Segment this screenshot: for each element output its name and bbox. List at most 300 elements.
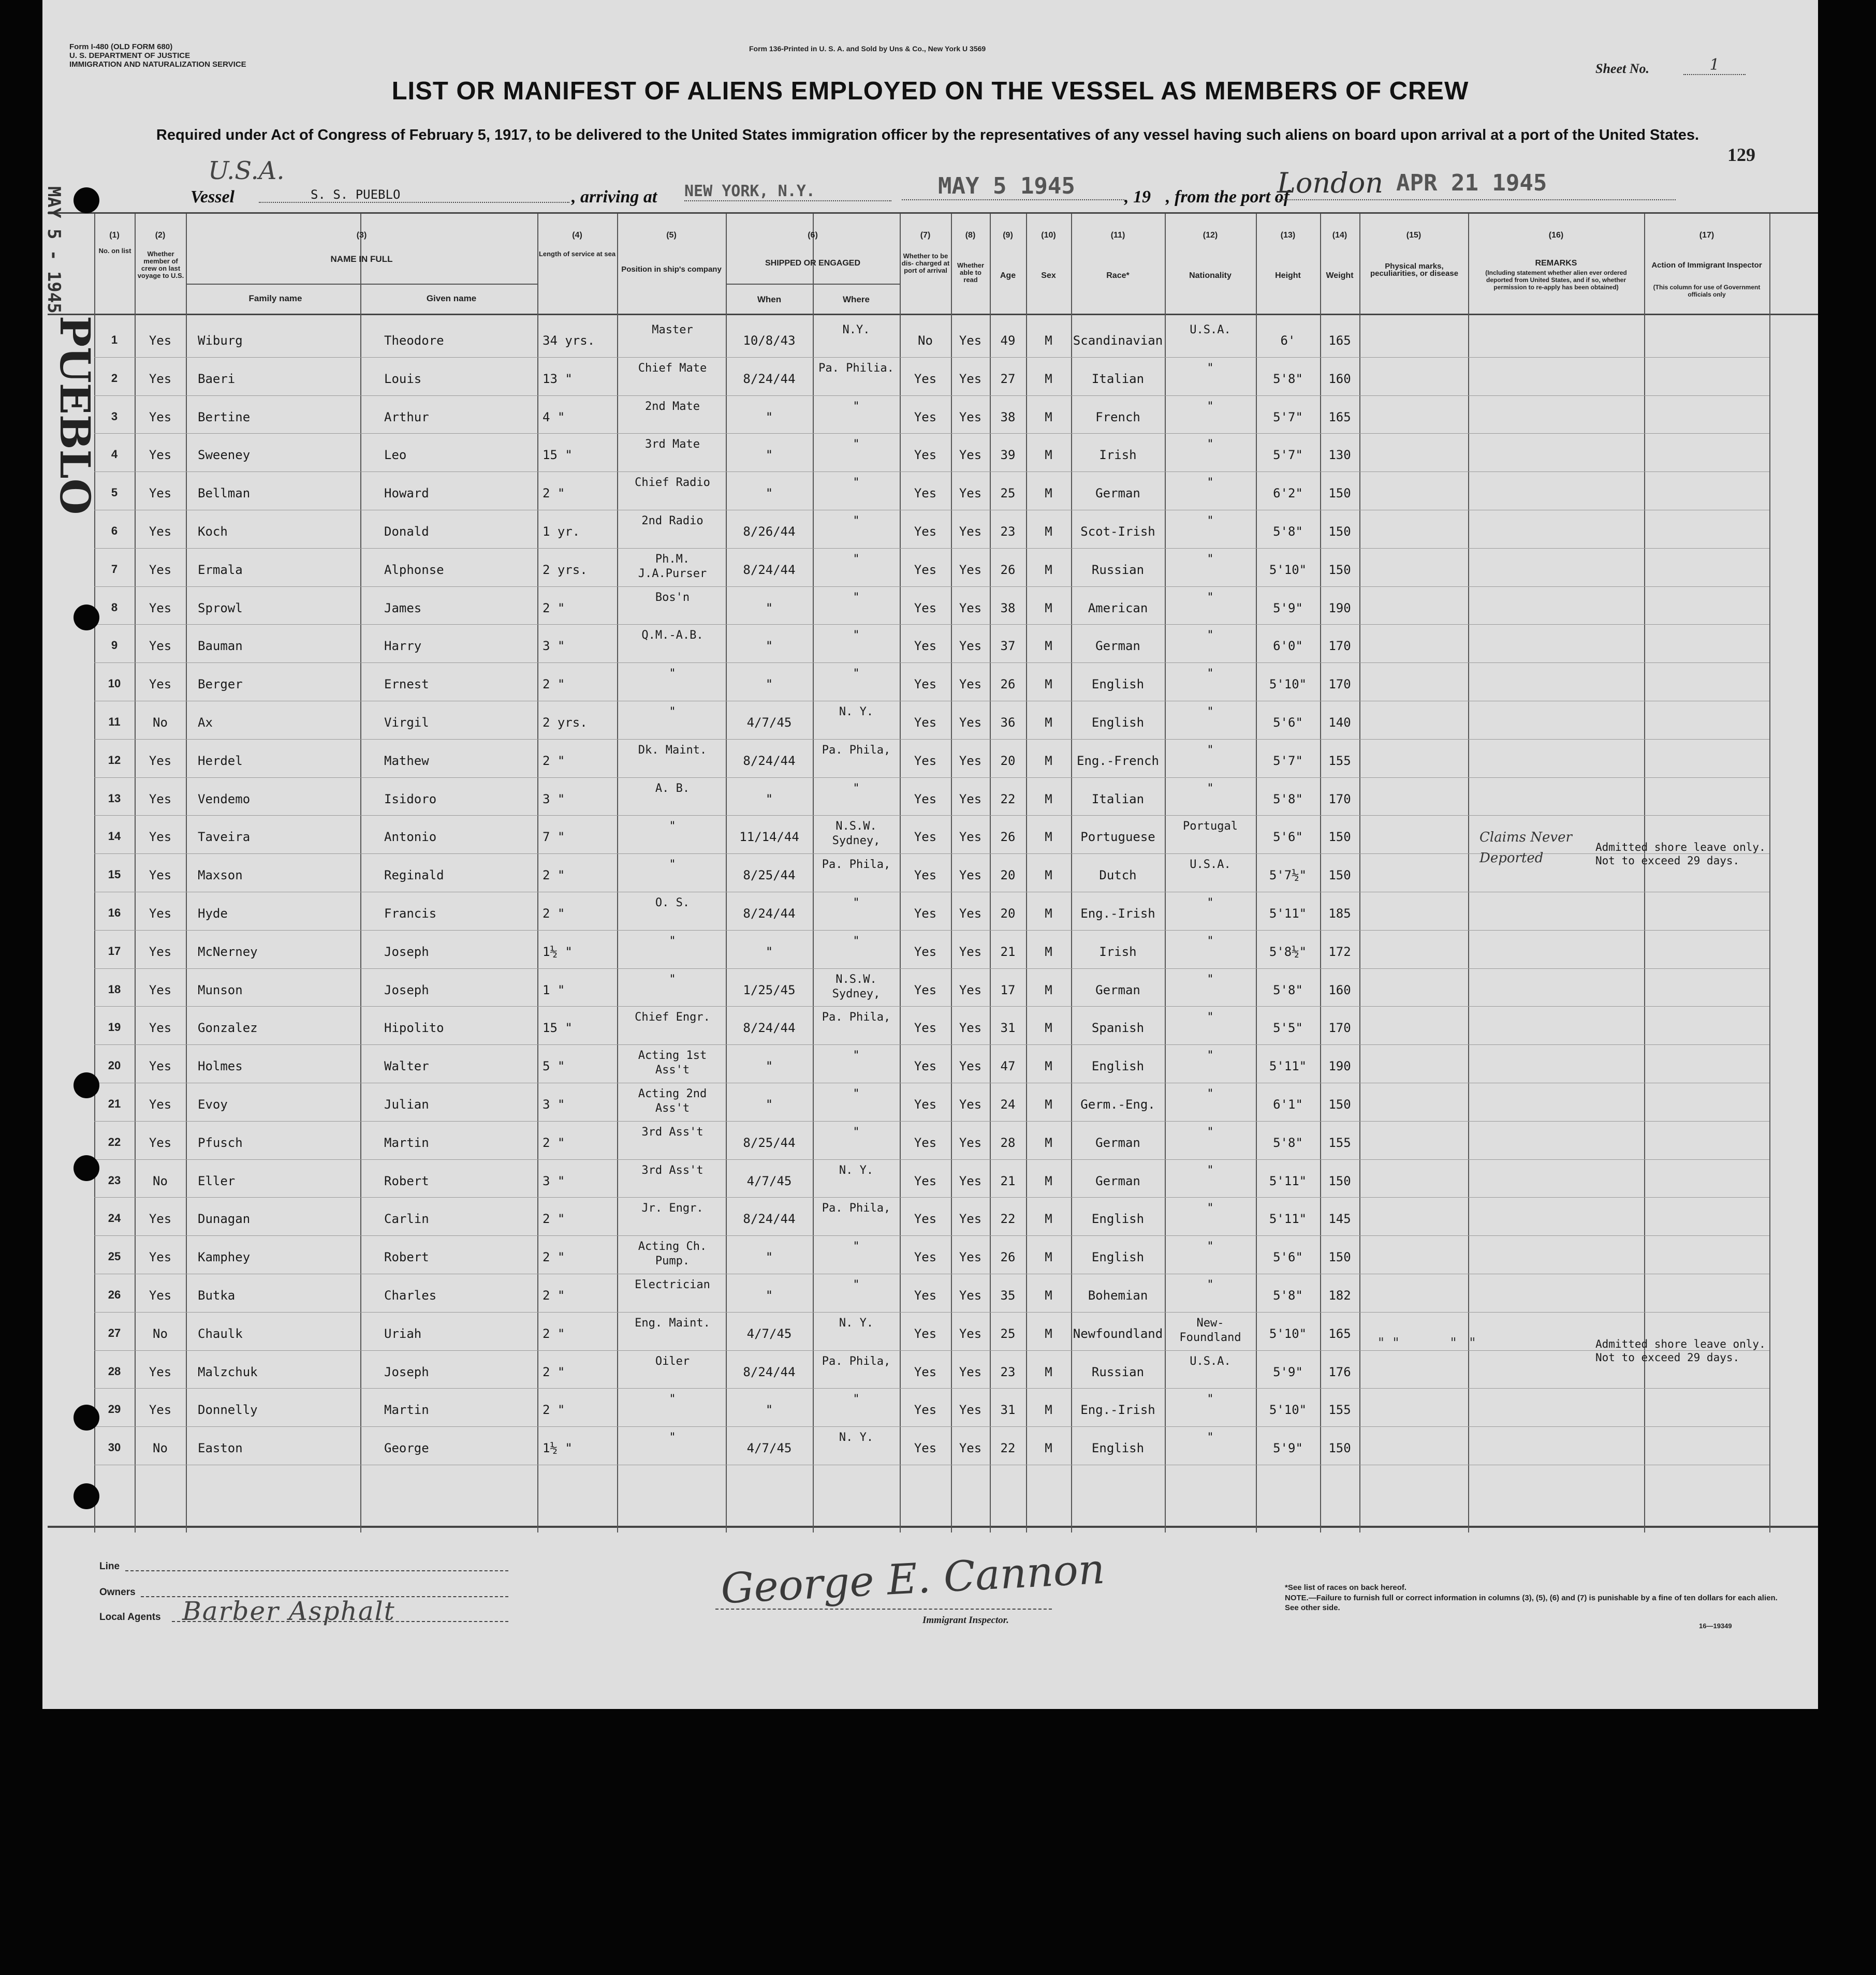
cell-where: N. Y. bbox=[839, 1431, 874, 1445]
cell-when: 4/7/45 bbox=[746, 1173, 792, 1188]
table-row bbox=[42, 1007, 1818, 1045]
row-number: 21 bbox=[108, 1097, 121, 1110]
cell-sex: M bbox=[1045, 1364, 1052, 1379]
cell-weight: 165 bbox=[1328, 409, 1351, 424]
cell-service-length: 4 " bbox=[543, 409, 565, 424]
cell-discharged: Yes bbox=[914, 1250, 937, 1265]
cell-last-voyage: Yes bbox=[149, 1250, 172, 1265]
cell-sex: M bbox=[1045, 1212, 1052, 1227]
cell-family-name: Holmes bbox=[198, 1059, 243, 1074]
races-note: *See list of races on back hereof. bbox=[1285, 1583, 1407, 1592]
manifest-title: LIST OR MANIFEST OF ALIENS EMPLOYED ON THE VESSEL AS MEMBERS OF CREW bbox=[391, 77, 1469, 105]
cell-age: 28 bbox=[1000, 1135, 1016, 1150]
cell-age: 21 bbox=[1000, 1173, 1016, 1188]
cell-last-voyage: Yes bbox=[149, 868, 172, 883]
cell-nationality: " bbox=[1207, 782, 1214, 795]
cell-when: " bbox=[765, 448, 773, 463]
cell-discharged: Yes bbox=[914, 1364, 937, 1379]
cell-able-to-read: Yes bbox=[959, 333, 982, 348]
cell-weight: 185 bbox=[1328, 906, 1351, 921]
cell-given-name: Hipolito bbox=[384, 1021, 444, 1036]
cell-sex: M bbox=[1045, 1097, 1052, 1112]
cell-able-to-read: Yes bbox=[959, 562, 982, 577]
cell-sex: M bbox=[1045, 409, 1052, 424]
cell-given-name: Louis bbox=[384, 371, 422, 386]
cell-able-to-read: Yes bbox=[959, 944, 982, 959]
cell-race: English bbox=[1091, 1059, 1145, 1074]
row-number: 11 bbox=[108, 715, 121, 728]
cell-race: Germ.-Eng. bbox=[1080, 1097, 1155, 1112]
column-number: (11) bbox=[1110, 231, 1125, 240]
cell-sex: M bbox=[1045, 1059, 1052, 1074]
col-remarks-note: (Including statement whether alien ever ordered deported from United States, and if so, whether permission to re-apply has been obtained) bbox=[1485, 269, 1627, 291]
footer-line-label: Line bbox=[99, 1561, 120, 1572]
column-number: (14) bbox=[1332, 231, 1347, 240]
cell-last-voyage: Yes bbox=[149, 830, 172, 845]
cell-age: 35 bbox=[1000, 1288, 1016, 1303]
cell-nationality: " bbox=[1207, 934, 1214, 948]
cell-service-length: 15 " bbox=[543, 1021, 573, 1036]
col-weight: Weight bbox=[1326, 271, 1354, 280]
row-number: 4 bbox=[111, 448, 118, 461]
cell-service-length: 13 " bbox=[543, 371, 573, 386]
cell-race: German bbox=[1095, 1173, 1140, 1188]
cell-age: 31 bbox=[1000, 1021, 1016, 1036]
row-number: 25 bbox=[108, 1250, 121, 1263]
cell-service-length: 7 " bbox=[543, 830, 565, 845]
cell-race: Eng.-Irish bbox=[1080, 1403, 1155, 1418]
cell-height: 5'5" bbox=[1273, 1021, 1303, 1036]
cell-where: N. Y. bbox=[839, 705, 874, 718]
table-top-rule bbox=[48, 212, 1818, 214]
binding-hole bbox=[74, 1155, 99, 1181]
cell-when: " bbox=[765, 1097, 773, 1112]
cell-given-name: Uriah bbox=[384, 1326, 422, 1341]
cell-family-name: Koch bbox=[198, 524, 228, 539]
row-number: 5 bbox=[111, 486, 118, 499]
cell-age: 38 bbox=[1000, 409, 1016, 424]
cell-when: 8/24/44 bbox=[743, 1212, 796, 1227]
cell-given-name: Carlin bbox=[384, 1212, 429, 1227]
cell-nationality: " bbox=[1207, 514, 1214, 527]
cell-last-voyage: No bbox=[153, 1173, 168, 1188]
cell-sex: M bbox=[1045, 1441, 1052, 1456]
row-number: 13 bbox=[108, 791, 121, 805]
binding-hole bbox=[74, 605, 99, 630]
cell-where: N.S.W. Sydney, bbox=[832, 820, 881, 848]
row-number: 20 bbox=[108, 1059, 121, 1072]
cell-service-length: 2 " bbox=[543, 868, 565, 883]
cell-position: 3rd Ass't bbox=[641, 1163, 704, 1177]
cell-weight: 160 bbox=[1328, 982, 1351, 997]
cell-last-voyage: Yes bbox=[149, 639, 172, 654]
column-number: (7) bbox=[920, 231, 931, 240]
cell-when: 11/14/44 bbox=[739, 830, 799, 845]
arriving-port: NEW YORK, N.Y. bbox=[684, 182, 891, 201]
cell-service-length: 2 " bbox=[543, 600, 565, 615]
cell-age: 20 bbox=[1000, 753, 1016, 768]
cell-able-to-read: Yes bbox=[959, 371, 982, 386]
cell-able-to-read: Yes bbox=[959, 1288, 982, 1303]
vessel-name: S. S. PUEBLO bbox=[259, 187, 569, 203]
cell-last-voyage: Yes bbox=[149, 944, 172, 959]
cell-discharged: Yes bbox=[914, 639, 937, 654]
cell-position: Jr. Engr. bbox=[641, 1202, 704, 1215]
cell-discharged: Yes bbox=[914, 830, 937, 845]
cell-age: 17 bbox=[1000, 982, 1016, 997]
col-action-note: (This column for use of Government officials only bbox=[1653, 284, 1761, 298]
col-sex: Sex bbox=[1041, 271, 1056, 280]
column-number: (10) bbox=[1041, 231, 1056, 240]
table-row bbox=[42, 1122, 1818, 1160]
cell-age: 26 bbox=[1000, 830, 1016, 845]
row-number: 18 bbox=[108, 982, 121, 996]
cell-service-length: 1 " bbox=[543, 982, 565, 997]
cell-position: " bbox=[669, 1393, 676, 1406]
inspector-signature: George E. Cannon bbox=[720, 1544, 1106, 1613]
cell-height: 5'7" bbox=[1273, 753, 1303, 768]
cell-age: 31 bbox=[1000, 1403, 1016, 1418]
table-row bbox=[42, 1313, 1818, 1351]
column-number: (3) bbox=[356, 231, 367, 240]
cell-weight: 155 bbox=[1328, 1403, 1351, 1418]
cell-able-to-read: Yes bbox=[959, 1097, 982, 1112]
cell-age: 22 bbox=[1000, 791, 1016, 806]
cell-last-voyage: Yes bbox=[149, 333, 172, 348]
binding-hole bbox=[74, 1405, 99, 1431]
cell-position: Electrician bbox=[635, 1278, 710, 1291]
cell-sex: M bbox=[1045, 1326, 1052, 1341]
arrival-date-stamp: MAY 5 1945 bbox=[902, 173, 1124, 200]
cell-position: Oiler bbox=[655, 1354, 690, 1368]
manifest-sheet bbox=[42, 0, 1818, 1709]
row-number: 15 bbox=[108, 868, 121, 881]
cell-age: 47 bbox=[1000, 1059, 1016, 1074]
cell-weight: 165 bbox=[1328, 1326, 1351, 1341]
cell-race: English bbox=[1091, 715, 1145, 730]
table-row bbox=[42, 1351, 1818, 1390]
cell-nationality: " bbox=[1207, 476, 1214, 490]
cell-position: Q.M.-A.B. bbox=[641, 629, 704, 642]
cell-weight: 170 bbox=[1328, 677, 1351, 692]
cell-position: O. S. bbox=[655, 896, 690, 909]
flag-handwritten: U.S.A. bbox=[208, 156, 285, 185]
table-row bbox=[42, 1236, 1818, 1275]
row-number: 22 bbox=[108, 1135, 121, 1148]
cell-where: " bbox=[853, 934, 860, 948]
cell-position: Acting 2nd Ass't bbox=[638, 1087, 707, 1115]
cell-last-voyage: Yes bbox=[149, 1021, 172, 1036]
cell-when: 4/7/45 bbox=[746, 1326, 792, 1341]
table-row bbox=[42, 969, 1818, 1008]
cell-race: Russian bbox=[1091, 562, 1145, 577]
table-row bbox=[42, 358, 1818, 396]
cell-last-voyage: No bbox=[153, 715, 168, 730]
cell-discharged: Yes bbox=[914, 1021, 937, 1036]
column-number: (15) bbox=[1406, 231, 1421, 240]
cell-race: German bbox=[1095, 982, 1140, 997]
cell-when: 8/24/44 bbox=[743, 906, 796, 921]
column-number: (6) bbox=[808, 231, 818, 240]
table-row bbox=[42, 473, 1818, 511]
cell-family-name: Taveira bbox=[198, 830, 251, 845]
cell-service-length: 2 " bbox=[543, 1135, 565, 1150]
cell-position: Chief Engr. bbox=[635, 1011, 710, 1024]
cell-able-to-read: Yes bbox=[959, 868, 982, 883]
cell-where: " bbox=[853, 782, 860, 795]
cell-height: 5'11" bbox=[1269, 1173, 1307, 1188]
cell-last-voyage: Yes bbox=[149, 486, 172, 501]
cell-race: Dutch bbox=[1099, 868, 1137, 883]
cell-position: Bos'n bbox=[655, 591, 690, 604]
cell-where: Pa. Philia. bbox=[818, 361, 894, 375]
table-row bbox=[42, 664, 1818, 702]
cell-family-name: Sprowl bbox=[198, 600, 243, 615]
cell-nationality: " bbox=[1207, 552, 1214, 566]
cell-weight: 170 bbox=[1328, 639, 1351, 654]
cell-where: Pa. Phila, bbox=[822, 858, 891, 872]
cell-position: Ph.M. J.A.Purser bbox=[638, 552, 707, 580]
cell-family-name: Baeri bbox=[198, 371, 236, 386]
cell-last-voyage: Yes bbox=[149, 906, 172, 921]
name-subheader-rule bbox=[186, 284, 537, 285]
cell-where: " bbox=[853, 438, 860, 451]
cell-race: Irish bbox=[1099, 944, 1137, 959]
cell-family-name: Dunagan bbox=[198, 1212, 251, 1227]
cell-race: Scandinavian bbox=[1073, 333, 1163, 348]
cell-able-to-read: Yes bbox=[959, 715, 982, 730]
cell-given-name: Isidoro bbox=[384, 791, 437, 806]
cell-able-to-read: Yes bbox=[959, 791, 982, 806]
cell-race: German bbox=[1095, 486, 1140, 501]
cell-when: " bbox=[765, 677, 773, 692]
table-row bbox=[42, 778, 1818, 817]
cell-position: 2nd Mate bbox=[645, 400, 700, 413]
form-id-block bbox=[69, 42, 287, 69]
cell-service-length: 1½ " bbox=[543, 1441, 573, 1456]
col-where: Where bbox=[843, 294, 870, 304]
cell-last-voyage: Yes bbox=[149, 753, 172, 768]
cell-when: " bbox=[765, 791, 773, 806]
cell-discharged: Yes bbox=[914, 600, 937, 615]
cell-service-length: 2 " bbox=[543, 486, 565, 501]
margin-vessel-handwritten: PUEBLO bbox=[51, 316, 99, 515]
cell-discharged: Yes bbox=[914, 753, 937, 768]
signature-rule bbox=[715, 1609, 1052, 1610]
cell-given-name: Antonio bbox=[384, 830, 437, 845]
cell-when: 8/24/44 bbox=[743, 1021, 796, 1036]
cell-height: 5'11" bbox=[1269, 1059, 1307, 1074]
row-number: 8 bbox=[111, 600, 118, 614]
cell-height: 5'8" bbox=[1273, 1135, 1303, 1150]
cell-weight: 155 bbox=[1328, 753, 1351, 768]
cell-where: " bbox=[853, 896, 860, 909]
table-row bbox=[42, 740, 1818, 778]
cell-able-to-read: Yes bbox=[959, 1212, 982, 1227]
cell-discharged: Yes bbox=[914, 982, 937, 997]
cell-given-name: Robert bbox=[384, 1173, 429, 1188]
cell-when: 8/24/44 bbox=[743, 753, 796, 768]
cell-given-name: Howard bbox=[384, 486, 429, 501]
cell-able-to-read: Yes bbox=[959, 982, 982, 997]
cell-family-name: Munson bbox=[198, 982, 243, 997]
cell-family-name: Bauman bbox=[198, 639, 243, 654]
cell-last-voyage: Yes bbox=[149, 562, 172, 577]
cell-service-length: 2 " bbox=[543, 1326, 565, 1341]
cell-age: 26 bbox=[1000, 562, 1016, 577]
row-number: 28 bbox=[108, 1364, 121, 1378]
cell-nationality: U.S.A. bbox=[1190, 1354, 1231, 1368]
cell-given-name: Robert bbox=[384, 1250, 429, 1265]
column-number: (8) bbox=[965, 231, 976, 240]
col-age: Age bbox=[1000, 271, 1016, 280]
cell-nationality: " bbox=[1207, 667, 1214, 681]
cell-last-voyage: Yes bbox=[149, 791, 172, 806]
footer-agents-label: Local Agents bbox=[99, 1612, 161, 1623]
col-shipped-or-engaged: SHIPPED OR ENGAGED bbox=[765, 259, 861, 268]
cell-discharged: Yes bbox=[914, 562, 937, 577]
cell-family-name: Eller bbox=[198, 1173, 236, 1188]
cell-nationality: " bbox=[1207, 400, 1214, 413]
cell-where: Pa. Phila, bbox=[822, 1011, 891, 1024]
column-number: (12) bbox=[1203, 231, 1218, 240]
inspector-label: Immigrant Inspector. bbox=[922, 1615, 1009, 1626]
cell-given-name: George bbox=[384, 1441, 429, 1456]
cell-age: 25 bbox=[1000, 486, 1016, 501]
sheet-label: Sheet No. bbox=[1595, 61, 1649, 76]
cell-where: " bbox=[853, 667, 860, 681]
table-row bbox=[42, 1160, 1818, 1199]
cell-last-voyage: Yes bbox=[149, 1097, 172, 1112]
cell-given-name: Martin bbox=[384, 1403, 429, 1418]
cell-height: 5'11" bbox=[1269, 1212, 1307, 1227]
cell-sex: M bbox=[1045, 1288, 1052, 1303]
cell-sex: M bbox=[1045, 333, 1052, 348]
cell-when: " bbox=[765, 409, 773, 424]
cell-position: Chief Mate bbox=[638, 361, 707, 375]
table-row bbox=[42, 320, 1818, 358]
cell-discharged: Yes bbox=[914, 1441, 937, 1456]
cell-service-length: 3 " bbox=[543, 639, 565, 654]
cell-sex: M bbox=[1045, 830, 1052, 845]
cell-discharged: Yes bbox=[914, 486, 937, 501]
cell-height: 5'8" bbox=[1273, 524, 1303, 539]
cell-able-to-read: Yes bbox=[959, 448, 982, 463]
cell-race: English bbox=[1091, 1250, 1145, 1265]
col-height: Height bbox=[1275, 271, 1301, 280]
cell-weight: 140 bbox=[1328, 715, 1351, 730]
cell-height: 5'8½" bbox=[1269, 944, 1307, 959]
col-position: Position in ship's company bbox=[621, 265, 722, 274]
cell-sex: M bbox=[1045, 868, 1052, 883]
cell-last-voyage: Yes bbox=[149, 677, 172, 692]
cell-last-voyage: Yes bbox=[149, 1403, 172, 1418]
column-number: (13) bbox=[1280, 231, 1296, 240]
cell-nationality: " bbox=[1207, 896, 1214, 909]
cell-where: " bbox=[853, 591, 860, 604]
table-row bbox=[42, 1275, 1818, 1313]
row-number: 24 bbox=[108, 1212, 121, 1225]
cell-able-to-read: Yes bbox=[959, 830, 982, 845]
cell-given-name: Alphonse bbox=[384, 562, 444, 577]
footer-line-rule bbox=[125, 1570, 508, 1571]
cell-sex: M bbox=[1045, 1135, 1052, 1150]
cell-nationality: U.S.A. bbox=[1190, 858, 1231, 872]
remark-admitted-shore-leave-14: Admitted shore leave only. Not to exceed 29 days. bbox=[1595, 841, 1766, 867]
cell-sex: M bbox=[1045, 1173, 1052, 1188]
cell-service-length: 3 " bbox=[543, 791, 565, 806]
cell-given-name: Julian bbox=[384, 1097, 429, 1112]
cell-nationality: " bbox=[1207, 1125, 1214, 1139]
cell-last-voyage: Yes bbox=[149, 1135, 172, 1150]
cell-service-length: 1 yr. bbox=[543, 524, 580, 539]
cell-able-to-read: Yes bbox=[959, 524, 982, 539]
cell-weight: 150 bbox=[1328, 1250, 1351, 1265]
cell-height: 5'10" bbox=[1269, 562, 1307, 577]
cell-nationality: " bbox=[1207, 591, 1214, 604]
cell-weight: 165 bbox=[1328, 333, 1351, 348]
column-number: (16) bbox=[1548, 231, 1564, 240]
cell-nationality: " bbox=[1207, 1278, 1214, 1291]
row-number: 14 bbox=[108, 830, 121, 843]
table-row bbox=[42, 625, 1818, 664]
row-number: 27 bbox=[108, 1326, 121, 1339]
cell-family-name: Vendemo bbox=[198, 791, 251, 806]
year-label: , 19 bbox=[1124, 187, 1151, 207]
cell-sex: M bbox=[1045, 1403, 1052, 1418]
cell-weight: 150 bbox=[1328, 486, 1351, 501]
cell-height: 5'7" bbox=[1273, 409, 1303, 424]
cell-position: " bbox=[669, 1431, 676, 1445]
cell-race: Irish bbox=[1099, 448, 1137, 463]
binding-hole bbox=[74, 1072, 99, 1098]
col-name-in-full: NAME IN FULL bbox=[330, 254, 393, 264]
cell-nationality: " bbox=[1207, 743, 1214, 757]
cell-able-to-read: Yes bbox=[959, 1364, 982, 1379]
cell-last-voyage: No bbox=[153, 1326, 168, 1341]
cell-nationality: " bbox=[1207, 438, 1214, 451]
cell-age: 23 bbox=[1000, 524, 1016, 539]
cell-height: 5'9" bbox=[1273, 1364, 1303, 1379]
cell-where: " bbox=[853, 1240, 860, 1254]
cell-sex: M bbox=[1045, 715, 1052, 730]
cell-able-to-read: Yes bbox=[959, 1326, 982, 1341]
col-no-on-list: No. on list bbox=[98, 247, 131, 255]
cell-given-name: Reginald bbox=[384, 868, 444, 883]
col-able-to-read: Whether able to read bbox=[957, 261, 984, 284]
vessel-label: Vessel bbox=[190, 187, 234, 207]
cell-nationality: Portugal bbox=[1183, 820, 1238, 833]
cell-family-name: Maxson bbox=[198, 868, 243, 883]
cell-sex: M bbox=[1045, 944, 1052, 959]
cell-height: 5'6" bbox=[1273, 1250, 1303, 1265]
cell-where: " bbox=[853, 1049, 860, 1063]
cell-height: 5'6" bbox=[1273, 830, 1303, 845]
cell-service-length: 2 " bbox=[543, 753, 565, 768]
cell-service-length: 15 " bbox=[543, 448, 573, 463]
cell-weight: 170 bbox=[1328, 1021, 1351, 1036]
table-row bbox=[42, 1045, 1818, 1084]
table-row bbox=[42, 1198, 1818, 1236]
cell-weight: 172 bbox=[1328, 944, 1351, 959]
cell-height: 6'2" bbox=[1273, 486, 1303, 501]
cell-weight: 155 bbox=[1328, 1135, 1351, 1150]
cell-height: 6'1" bbox=[1273, 1097, 1303, 1112]
cell-weight: 150 bbox=[1328, 1441, 1351, 1456]
cell-sex: M bbox=[1045, 600, 1052, 615]
cell-when: " bbox=[765, 1059, 773, 1074]
cell-sex: M bbox=[1045, 1250, 1052, 1265]
